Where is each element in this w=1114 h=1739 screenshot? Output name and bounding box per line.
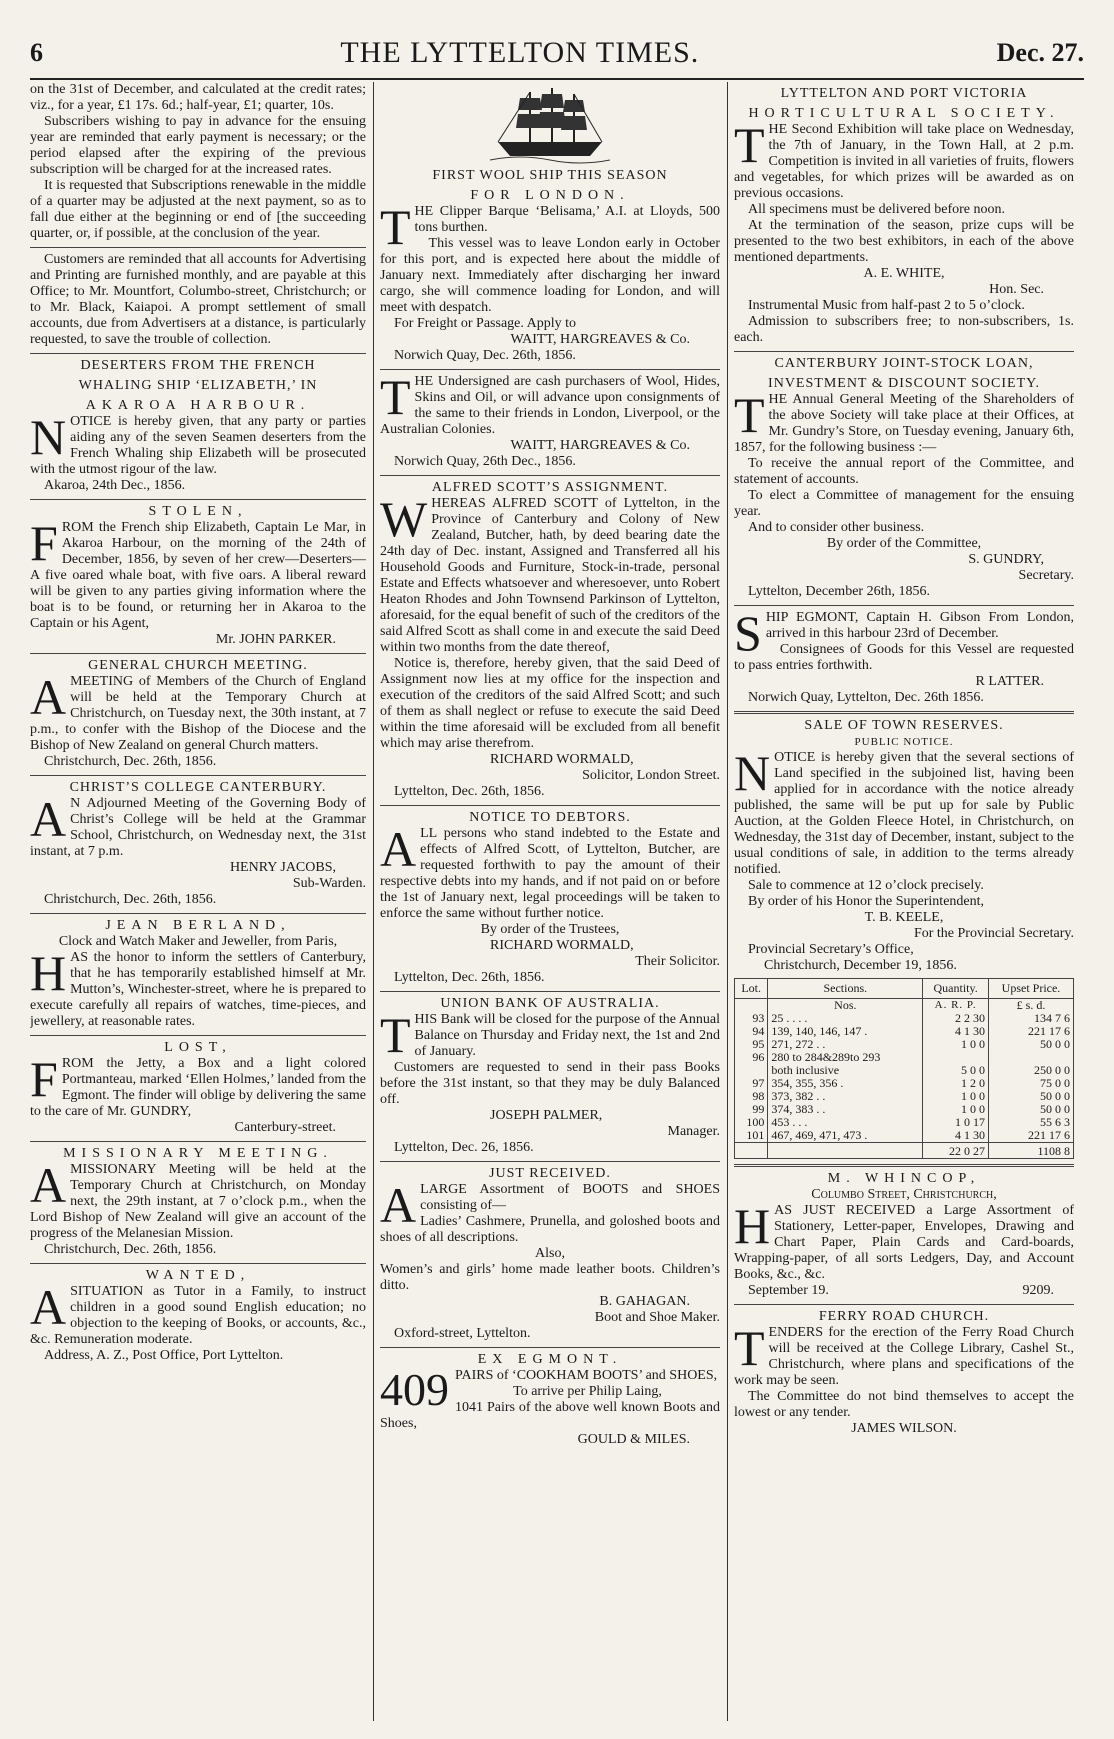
issue-date: Dec. 27. [996,38,1084,67]
table-header: Quantity. [923,979,989,999]
drop-cap: A [380,1177,417,1233]
wool-ship-ad: FIRST WOOL SHIP THIS SEASON FOR LONDON. THE Clipper Barque ‘Belisama,’ A.I. at Lloyds, 500 tons burthen. This vessel was to leave London early in October for this port, and is expected here about the middle of January next. Immediately after discharging her inward cargo, she will commence loading for London, and will meet with despatch. For Freight or Passage. Apply to WAITT, HARGREAVES & Co. Norwich Quay, Dec. 26th, 1856. [380,84,720,364]
column-2 [380,82,720,1729]
column-rule [373,82,374,1721]
drop-cap: H [734,1198,771,1254]
drop-cap: A [30,1157,67,1213]
ship-icon [490,84,610,164]
quantity-numeral: 409 [380,1364,449,1415]
table-row: 99 374, 383 . . 1 0 0 50 0 0 [735,1103,1074,1116]
union-bank-ad: UNION BANK OF AUSTRALIA. THIS Bank will be closed for the purpose of the Annual Balance on Thursday and Friday next, the 1st and 2nd of January. Customers are requested to send in their pass Books before the 31st instant, so that they may be duly Balanced off. JOSEPH PALMER, Manager. Lyttelton, Dec. 26, 1856. [380,996,720,1155]
ship-egmont-ad: SHIP EGMONT, Captain H. Gibson From London, arrived in this harbour 23rd of December. Consignees of Goods for this Vessel are requested to pass entries forthwith. R LATTER. Norwich Quay, Lyttelton, Dec. 26th 1856. [734,605,1074,705]
column-3 [734,82,1074,1729]
masthead [30,28,1084,80]
just-received-ad: JUST RECEIVED. ALARGE Assortment of BOOTS and SHOES consisting of— Ladies’ Cashmere, Prunella, and goloshed boots and shoes of all descriptions. Also, Women’s and girls’ home made leather boots. Children’s ditto. B. GAHAGAN. Boot and Shoe Maker. Oxford-street, Lyttelton. [380,1166,720,1341]
drop-cap: T [380,1007,411,1063]
church-meeting-ad: GENERAL CHURCH MEETING. AMEETING of Members of the Church of England will be held at the Temporary Church at Christchurch, on Tuesday next, the 30th instant, at 7 p.m., to confer with the Bishop of the Diocese and the Bishop of New Zealand on general Church matters. Christchurch, Dec. 26th, 1856. [30,658,366,769]
table-row: 94 139, 140, 146, 147 . 4 1 30 221 17 6 [735,1025,1074,1038]
table-row: 96 280 to 284&289to 293 [735,1051,1074,1064]
drop-cap: T [380,199,411,255]
table-header: Lot. [735,979,768,999]
drop-cap: A [30,791,67,847]
stolen-ad: STOLEN, FROM the French ship Elizabeth, Captain Le Mar, in Akaroa Harbour, on the morning of the 24th of December, 1856, by seven of her crew—Deserters—A five oared whale boat, with five oars. A liberal reward will be given to any parties giving information where the boat is to be found, or returning her in Akaroa to the Captain or his Agent, Mr. JOHN PARKER. [30,504,366,647]
drop-cap: H [30,945,67,1001]
ferry-road-ad: FERRY ROAD CHURCH. TENDERS for the erection of the Ferry Road Church will be received at the College Library, Cashel St., Christchurch, where plans and specifications of the work may be seen. The Committee do not bind themselves to accept the lowest or any tender. JAMES WILSON. [734,1309,1074,1436]
table-row: 100 453 . . . 1 0 17 55 6 3 [735,1116,1074,1129]
column-1 [30,82,366,1729]
college-ad: CHRIST’S COLLEGE CANTERBURY. A N Adjourned Meeting of the Governing Body of Christ’s College will be held at the Grammar School, Christchurch, on Wednesday next, the 31st instant, at 7 p.m. HENRY JACOBS, Sub-Warden. Christchurch, Dec. 26th, 1856. [30,780,366,907]
drop-cap: F [30,1051,58,1107]
drop-cap: A [30,1279,67,1335]
horticultural-ad: LYTTELTON AND PORT VICTORIA HORTICULTURAL SOCIETY. THE Second Exhibition will take place on Wednesday, the 7th of January, in the Town Hall, at 2 p.m. Competition is invited in all varieties of fruits, flowers and vegetables, for which prizes will be awarded as on previous occasions. All specimens must be delivered before noon. At the termination of the season, prize cups will be presented to the two best exhibitors, in each of the above mentioned departments. A. E. WHITE, Hon. Sec. Instrumental Music from half-past 2 to 5 o’clock. Admission to subscribers free; to non-subscribers, 1s. each. [734,86,1074,345]
customers-notice: Customers are reminded that all accounts for Advertising and Printing are furnished monthly, and are payable at this Office; to Mr. Mountfort, Columbo-street, Christchurch; or to Mr. Black, Kaiapoi. A prompt settlement of small accounts, due from Advertisers at a distance, is particularly requested, to save the trouble of collection. [30,252,366,347]
assignment-ad: ALFRED SCOTT’S ASSIGNMENT. WHEREAS ALFRED SCOTT of Lyttelton, in the Province of Canterbury and Colony of New Zealand, Butcher, hath, by deed bearing date the 24th day of Dec. instant, Assigned and Transferred all his Household Goods and Furniture, Stock-in-trade, personal Estate and Effects whatsoever and wheresoever, unto Robert Heaton Rhodes and John Townsend Parkinson of Lyttelton, aforesaid, for the equal benefit of such of the creditors of the said Alfred Scott as shall come in and execute the said Deed within two months from the date thereof, Notice is, therefore, hereby given, that the said Deed of Assignment now lies at my office for the inspection and execution of the creditors of the said Alfred Scott; and such of them as shall neglect or refuse to execute the said Deed within the time aforesaid will be excluded from all benefit which may arise therefrom. RICHARD WORMALD, Solicitor, London Street. Lyttelton, Dec. 26th, 1856. [380,480,720,799]
subscription-notice: on the 31st of December, and calculated at the credit rates; viz., for a year, £1 17s. 6d.; half-year, £1; quarter, 10s. Subscribers wishing to pay in advance for the ensuing year are reminded that early payment is necessary; or the period elapsed after the expiring of the previous subscription will be charged for at the increased rates. It is requested that Subscriptions renewable in the middle of a quarter may be adjusted at the next payment, so as to fall due either at the beginning or end of [the succeeding quarter, or, if possible, at the conclusion of the year. [30,82,366,241]
wanted-ad: WANTED, ASITUATION as Tutor in a Family, to instruct children in a good sound English education; no objection to the keeping of Books, or accounts, &c., &c. Remuneration moderate. Address, A. Z., Post Office, Port Lyttelton. [30,1268,366,1363]
page-number: 6 [30,38,43,67]
town-reserves-ad: SALE OF TOWN RESERVES. PUBLIC NOTICE. NOTICE is hereby given that the several sections of Land specified in the subjoined list, having been applied for in accordance with the notice already published, the same will be put up for sale by Public Auction, at the Golden Fleece Hotel, in Christchurch, on Wednesday, the 31st day of December, instant, subject to the usual conditions of sale, in addition to the terms already notified. Sale to commence at 12 o’clock precisely. By order of his Honor the Superintendent, T. B. KEELE, For the Provincial Secretary. Provincial Secretary’s Office, Christchurch, December 19, 1856. Lot. Sections. Quantity. Upset Price. Nos. A. R. P. £ s. d. 93 25 . . . . 2 2 30 134 7 6 94 139, 140, 146, 147 . 4 1 30 221 17 6 95 271, 272 . . 1 0 0 50 0 0 96 280 to 284&289to 293 both inclusive 5 0 0 250 0 0 97 354, 355, 356 . 1 2 0 75 0 0 98 373, 382 . . 1 0 0 50 0 0 99 374, 383 . . 1 0 0 50 0 0 100 453 . . . 1 0 17 55 6 3 101 467, 469, 471, 473 . 4 1 30 221 17 6 22 0 27 1108 8 [734,718,1074,1158]
table-header: Upset Price. [988,979,1073,999]
table-row: 97 354, 355, 356 . 1 2 0 75 0 0 [735,1077,1074,1090]
drop-cap: A [30,669,67,725]
debtors-ad: NOTICE TO DEBTORS. ALL persons who stand indebted to the Estate and effects of Alfred Scott, of Lyttelton, Butcher, are requested forthwith to pay the amount of their respective debts into my hands, and if not paid on or before the 1st of January next, legal proceedings will be taken to enforce the same without further notice. By order of the Trustees, RICHARD WORMALD, Their Solicitor. Lyttelton, Dec. 26th, 1856. [380,810,720,985]
lots-table: Lot. Sections. Quantity. Upset Price. Nos. A. R. P. £ s. d. 93 25 . . . . 2 2 30 134 7 6 94 139, 140, 146, 147 . 4 1 30 221 17 6 95 271, 272 . . 1 0 0 50 0 0 96 280 to 284&289to 293 both inclusive 5 0 0 250 0 0 97 354, 355, 356 . 1 2 0 75 0 0 98 373, 382 . . 1 0 0 50 0 0 99 374, 383 . . 1 0 0 50 0 0 100 453 . . . 1 0 17 55 6 3 101 467, 469, 471, 473 . 4 1 30 221 17 6 22 0 27 1108 8 [734,978,1074,1159]
ex-egmont-ad: EX EGMONT. 409 PAIRS of ‘COOKHAM BOOTS’ and SHOES, To arrive per Philip Laing, 1041 Pairs of the above well known Boots and Shoes, GOULD & MILES. [380,1352,720,1447]
whincop-ad: M. WHINCOP, Columbo Street, Christchurch, HAS JUST RECEIVED a Large Assortment of Stationery, Letter-paper, Envelopes, Drawing and Chart Paper, Plain Cards and Card-boards, Wrapping-paper, of all sorts Ledgers, Day, and Account Books, &c., &c. September 19. 9209. [734,1171,1074,1298]
drop-cap: F [30,515,58,571]
table-row: 98 373, 382 . . 1 0 0 50 0 0 [735,1090,1074,1103]
table-row: 101 467, 469, 471, 473 . 4 1 30 221 17 6 [735,1129,1074,1143]
drop-cap: T [734,387,765,443]
lost-ad: LOST, FROM the Jetty, a Box and a light colored Portmanteau, marked ‘Ellen Holmes,’ landed from the Egmont. The finder will oblige by delivering the same to the care of Mr. GUNDRY, Canterbury-street. [30,1040,366,1135]
table-header: Sections. [768,979,923,999]
table-row: 95 271, 272 . . 1 0 0 50 0 0 [735,1038,1074,1051]
table-row: 93 25 . . . . 2 2 30 134 7 6 [735,1012,1074,1025]
table-total-row: 22 0 27 1108 8 [735,1143,1074,1159]
newspaper-title: THE LYTTELTON TIMES. [340,36,700,69]
berland-ad: JEAN BERLAND, Clock and Watch Maker and Jeweller, from Paris, HAS the honor to inform the settlers of Canterbury, that he has temporarily established himself at Mr. Mutton’s, Winchester-street, where he is prepared to execute carefully all repairs of watches, time-pieces, and jewellery, at reasonable rates. [30,918,366,1029]
drop-cap: W [380,491,428,547]
drop-cap: T [380,369,411,425]
table-row: both inclusive 5 0 0 250 0 0 [735,1064,1074,1077]
drop-cap: S [734,605,762,661]
joint-stock-ad: CANTERBURY JOINT-STOCK LOAN, INVESTMENT & DISCOUNT SOCIETY. THE Annual General Meeting of the Shareholders of the above Society will take place at their Offices, at Mr. Gundry’s Store, on Tuesday evening, January 6th, 1857, for the following business :— To receive the annual report of the Committee, and statement of accounts. To elect a Committee of management for the ensuing year. And to consider other business. By order of the Committee, S. GUNDRY, Secretary. Lyttelton, December 26th, 1856. [734,356,1074,599]
column-rule [727,82,728,1721]
drop-cap: A [380,821,417,877]
drop-cap: N [734,745,771,801]
drop-cap: N [30,409,67,465]
undersigned-ad: THE Undersigned are cash purchasers of Wool, Hides, Skins and Oil, or will advance upon consignments of the same to their friends in London, Liverpool, or the Australian Colonies. WAITT, HARGREAVES & Co. Norwich Quay, 26th Dec., 1856. [380,369,720,469]
missionary-ad: MISSIONARY MEETING. AMISSIONARY Meeting will be held at the Temporary Church at Christchurch, on Monday next, the 29th instant, at 7 o’clock p.m., when the Lord Bishop of New Zealand will give an account of the progress of the Melanesian Mission. Christchurch, Dec. 26th, 1856. [30,1146,366,1257]
deserters-ad: DESERTERS FROM THE FRENCH WHALING SHIP ‘ELIZABETH,’ IN AKAROA HARBOUR. NOTICE is hereby given, that any party or parties aiding any of the seven Seamen deserters from the French Whaling ship Elizabeth will be prosecuted with the utmost rigour of the law. Akaroa, 24th Dec., 1856. [30,358,366,493]
drop-cap: T [734,1320,765,1376]
drop-cap: T [734,117,765,173]
